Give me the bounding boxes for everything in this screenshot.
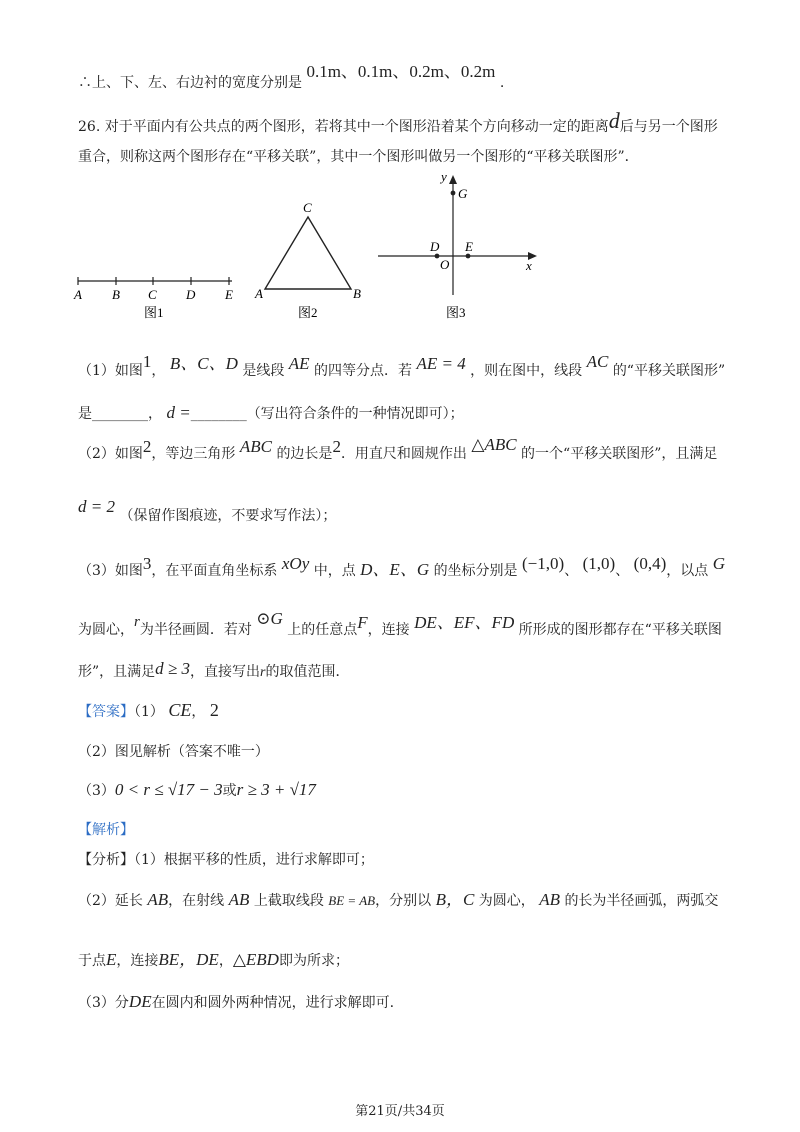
analysis-line1 [78,850,374,870]
part3-text-c: 中，点 [313,563,356,579]
fig3-caption: 图3 [446,305,466,320]
part1-condition: AE = 4 [416,354,466,373]
analysis-p2-be-de: BE，DE [158,950,219,969]
q26-intro-text-2: 重合，则称这两个图形存在“平移关联”，其中一个图形叫做另一个图形的“平移关联图形”． [78,149,639,165]
analysis-p2-ab-3: AB [539,890,560,909]
part1-text-d: 的四等分点．若 [314,363,413,379]
analysis-p2-f: 的长为半径画弧，两弧交 [564,893,719,909]
part1-text-f: 的“平移关联图形” [612,363,726,379]
point-g [451,191,456,196]
part2-text-b: ，等边三角形 [151,446,236,462]
part2-text-f: （保留作图痕迹，不要求写作法）； [119,508,337,524]
part2-text-d: ．用直尺和圆规作出 [340,446,467,462]
part1-blank-1: 是________， [78,406,162,422]
fig3-label-e: E [465,239,473,254]
figure-2 [254,200,361,320]
fig1-caption: 图1 [144,305,164,320]
part3-text-line2-a: 为圆心， [78,622,134,638]
fig3-origin-label: O [440,257,450,272]
part3-text-line2-b: 为半径画圆．若对 [139,622,252,638]
part3-point-f: F [357,613,368,632]
analysis-p2-d: ，分别以 [375,893,432,909]
analysis-line4 [78,992,394,1013]
answer-3-or: 或 [222,783,237,799]
part1-text-b: ， [151,363,166,379]
answer-1-distance: 2 [209,700,219,720]
analysis-p3-b: 在圆内和圆外两种情况，进行求解即可. [151,995,395,1011]
part3-radius-r: r [134,614,140,630]
part3-text-line2-c: 上的任意点 [287,622,358,638]
part3-segments: DE、EF、FD [414,613,515,632]
figure-1 [73,277,233,320]
part3-text-line3-b: ，直接写出 [190,664,261,680]
part3-line3 [78,661,349,683]
analysis-p2-ab: AB [147,890,169,909]
top-line-values: 0.1m、0.1m、0.2m、0.2m [306,62,496,81]
analysis-p2-point-e: E [106,950,117,969]
page-footer: 第21页/共34页 [355,1104,445,1119]
fig1-label-b: B [112,287,120,302]
part2-line2 [78,497,337,526]
fig2-label-c: C [303,200,312,215]
y-axis-arrow [449,175,457,184]
figure-3 [378,169,537,320]
part1-segment-ae: AE [288,354,310,373]
top-line-end: . [499,75,505,91]
answer-3-prefix: （3） [78,783,115,799]
part3-text-line3-c: 的取值范围． [265,664,350,680]
analysis-part1: （1）根据平移的性质，进行求解即可； [134,852,374,868]
part2-condition: d = 2 [78,497,115,516]
triangle-abc [265,217,351,289]
part3-line1 [78,554,725,581]
analysis-p2-b: ，在射线 [168,893,225,909]
fig1-label-e: E [225,287,233,302]
fig3-x-label: x [526,258,532,273]
part1-blank-2: ________（写出符合条件的一种情况即可）； [190,406,464,422]
part1-text-e: ，则在图中，线段 [470,363,583,379]
part1-points: B、C、D [169,354,238,373]
analysis-p2-be-eq-ab: BE = AB [328,893,376,908]
top-line-prefix: ∴上、下、左、右边衬的宽度分别是 [78,75,302,91]
answer-1-sep: ， [191,704,206,720]
analysis-p2-ab-2: AB [228,890,250,909]
analysis-p2-line2-c: ， [218,953,233,969]
analysis-p2-e: 为圆心， [478,893,535,909]
analysis-line2 [78,890,718,911]
fig1-label-d: D [186,287,196,302]
answer-line2 [78,742,269,762]
part3-circle-g: ⊙G [256,609,283,628]
part3-text-e: ，以点 [666,563,709,579]
analysis-p3-de: DE [128,992,152,1011]
part3-sep-2: 、 [615,563,630,579]
fig2-label-a: A [255,286,263,301]
part2-fig-no: 2 [142,437,152,456]
fig3-label-d: D [430,239,440,254]
point-e [466,254,471,259]
analysis-p2-a: （2）延长 [78,893,143,909]
answer-3-range-2: r ≥ 3 + √17 [236,780,316,799]
part2-triangle-2: △ABC [471,435,517,454]
q26-intro-text-b: 后与另一个图形 [619,119,718,135]
part3-coord-d: (−1,0) [522,554,565,573]
answer-1-prefix: （1） [134,704,164,720]
part3-coordinate-system: xOy [281,554,310,573]
fenxi-label: 【分析】 [78,852,134,868]
answer-2: （2）图见解析（答案不唯一） [78,744,269,760]
part1-text-a: （1）如图 [78,363,143,379]
part3-fig-no: 3 [142,554,152,573]
analysis-p2-line2-b: ，连接 [116,953,159,969]
part2-text-c: 的边长是 [276,446,333,462]
part3-point-g: G [712,554,725,573]
point-d [435,254,440,259]
fig1-label-a: A [74,287,82,302]
part3-text-line2-e: 所形成的图形都存在“平移关联图 [518,622,722,638]
analysis-p2-line2-d: 即为所求； [278,953,349,969]
answer-label: 【答案】 [78,704,134,720]
analysis-p2-bc: B，C [435,890,475,909]
analysis-p2-c: 上截取线段 [253,893,324,909]
answer-line3 [78,780,316,801]
analysis-p2-triangle-ebd: △EBD [232,950,279,969]
part3-text-b: ，在平面直角坐标系 [151,563,278,579]
part1-d-eq: d = [166,403,191,422]
part3-text-d: 的坐标分别是 [433,563,518,579]
part2-text-a: （2）如图 [78,446,143,462]
part2-text-e: 的一个“平移关联图形”，且满足 [521,446,718,462]
fig2-caption: 图2 [298,305,318,320]
analysis-p3-a: （3）分 [78,995,129,1011]
part3-radius-r-2: r [260,665,266,680]
part3-sep-1: 、 [564,563,579,579]
part3-line2 [78,609,722,640]
answer-3-range-1: 0 < r ≤ √17 − 3 [114,780,223,799]
answer-1-segment: CE [168,700,192,720]
part1-text-c: 是线段 [242,363,285,379]
part3-condition: d ≥ 3 [155,659,191,678]
part3-coord-e: (1,0) [582,554,616,573]
analysis-label-line [78,820,134,840]
fig3-y-label: y [441,169,447,184]
part3-text-line3-a: 形”，且满足 [78,664,156,680]
part1-line1 [78,352,726,381]
fig3-label-g: G [458,186,468,201]
part3-points: D、E、G [360,560,430,579]
analysis-line3 [78,950,349,971]
part3-coord-g: (0,4) [633,554,667,573]
q26-distance-symbol: d [608,108,620,133]
part1-line2 [78,403,464,424]
part2-side-length: 2 [332,437,341,456]
part3-text-a: （3）如图 [78,563,143,579]
part3-text-line2-d: ，连接 [367,622,410,638]
fig2-label-b: B [353,286,361,301]
fig1-label-c: C [148,287,157,302]
part1-fig-no: 1 [142,352,152,371]
q26-intro-text: 26. 对于平面内有公共点的两个图形，若将其中一个图形沿着某个方向移动一定的距离 [78,119,609,135]
part2-line1 [78,435,718,464]
analysis-p2-line2-a: 于点 [78,953,106,969]
part2-triangle: ABC [239,437,272,456]
answer-line1 [78,700,219,722]
part1-segment-ac: AC [586,352,609,371]
analysis-label: 【解析】 [78,822,134,838]
